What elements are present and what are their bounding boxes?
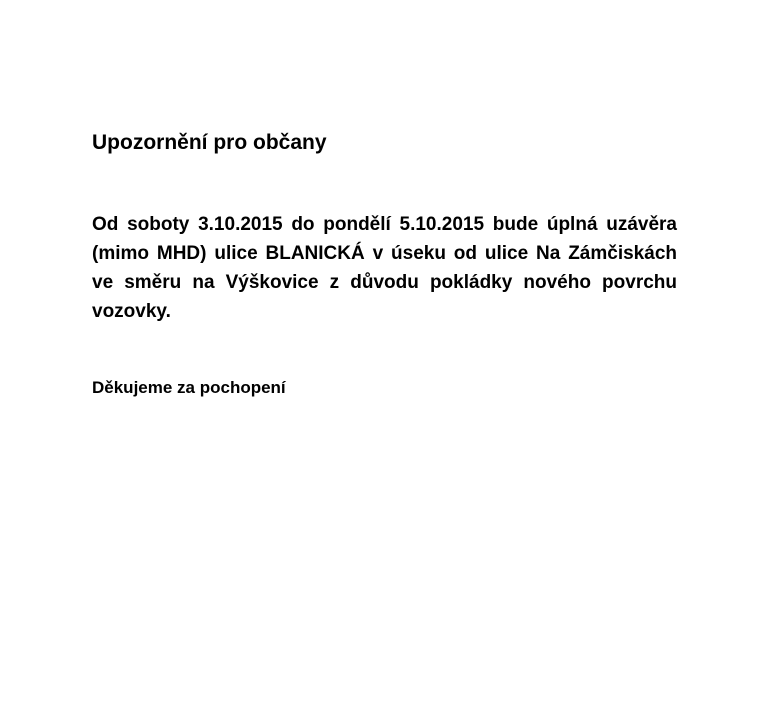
notice-body: Od soboty 3.10.2015 do pondělí 5.10.2015 bude úplná uzávěra (mimo MHD) ulice BLANICKÁ v úseku od ulice Na Zámčiskách ve směru na Výškovice z důvodu pokládky nového povrchu vozovky. xyxy=(92,214,677,322)
notice-title: Upozornění pro občany xyxy=(92,131,327,154)
notice-closing: Děkujeme za pochopení xyxy=(92,378,286,397)
